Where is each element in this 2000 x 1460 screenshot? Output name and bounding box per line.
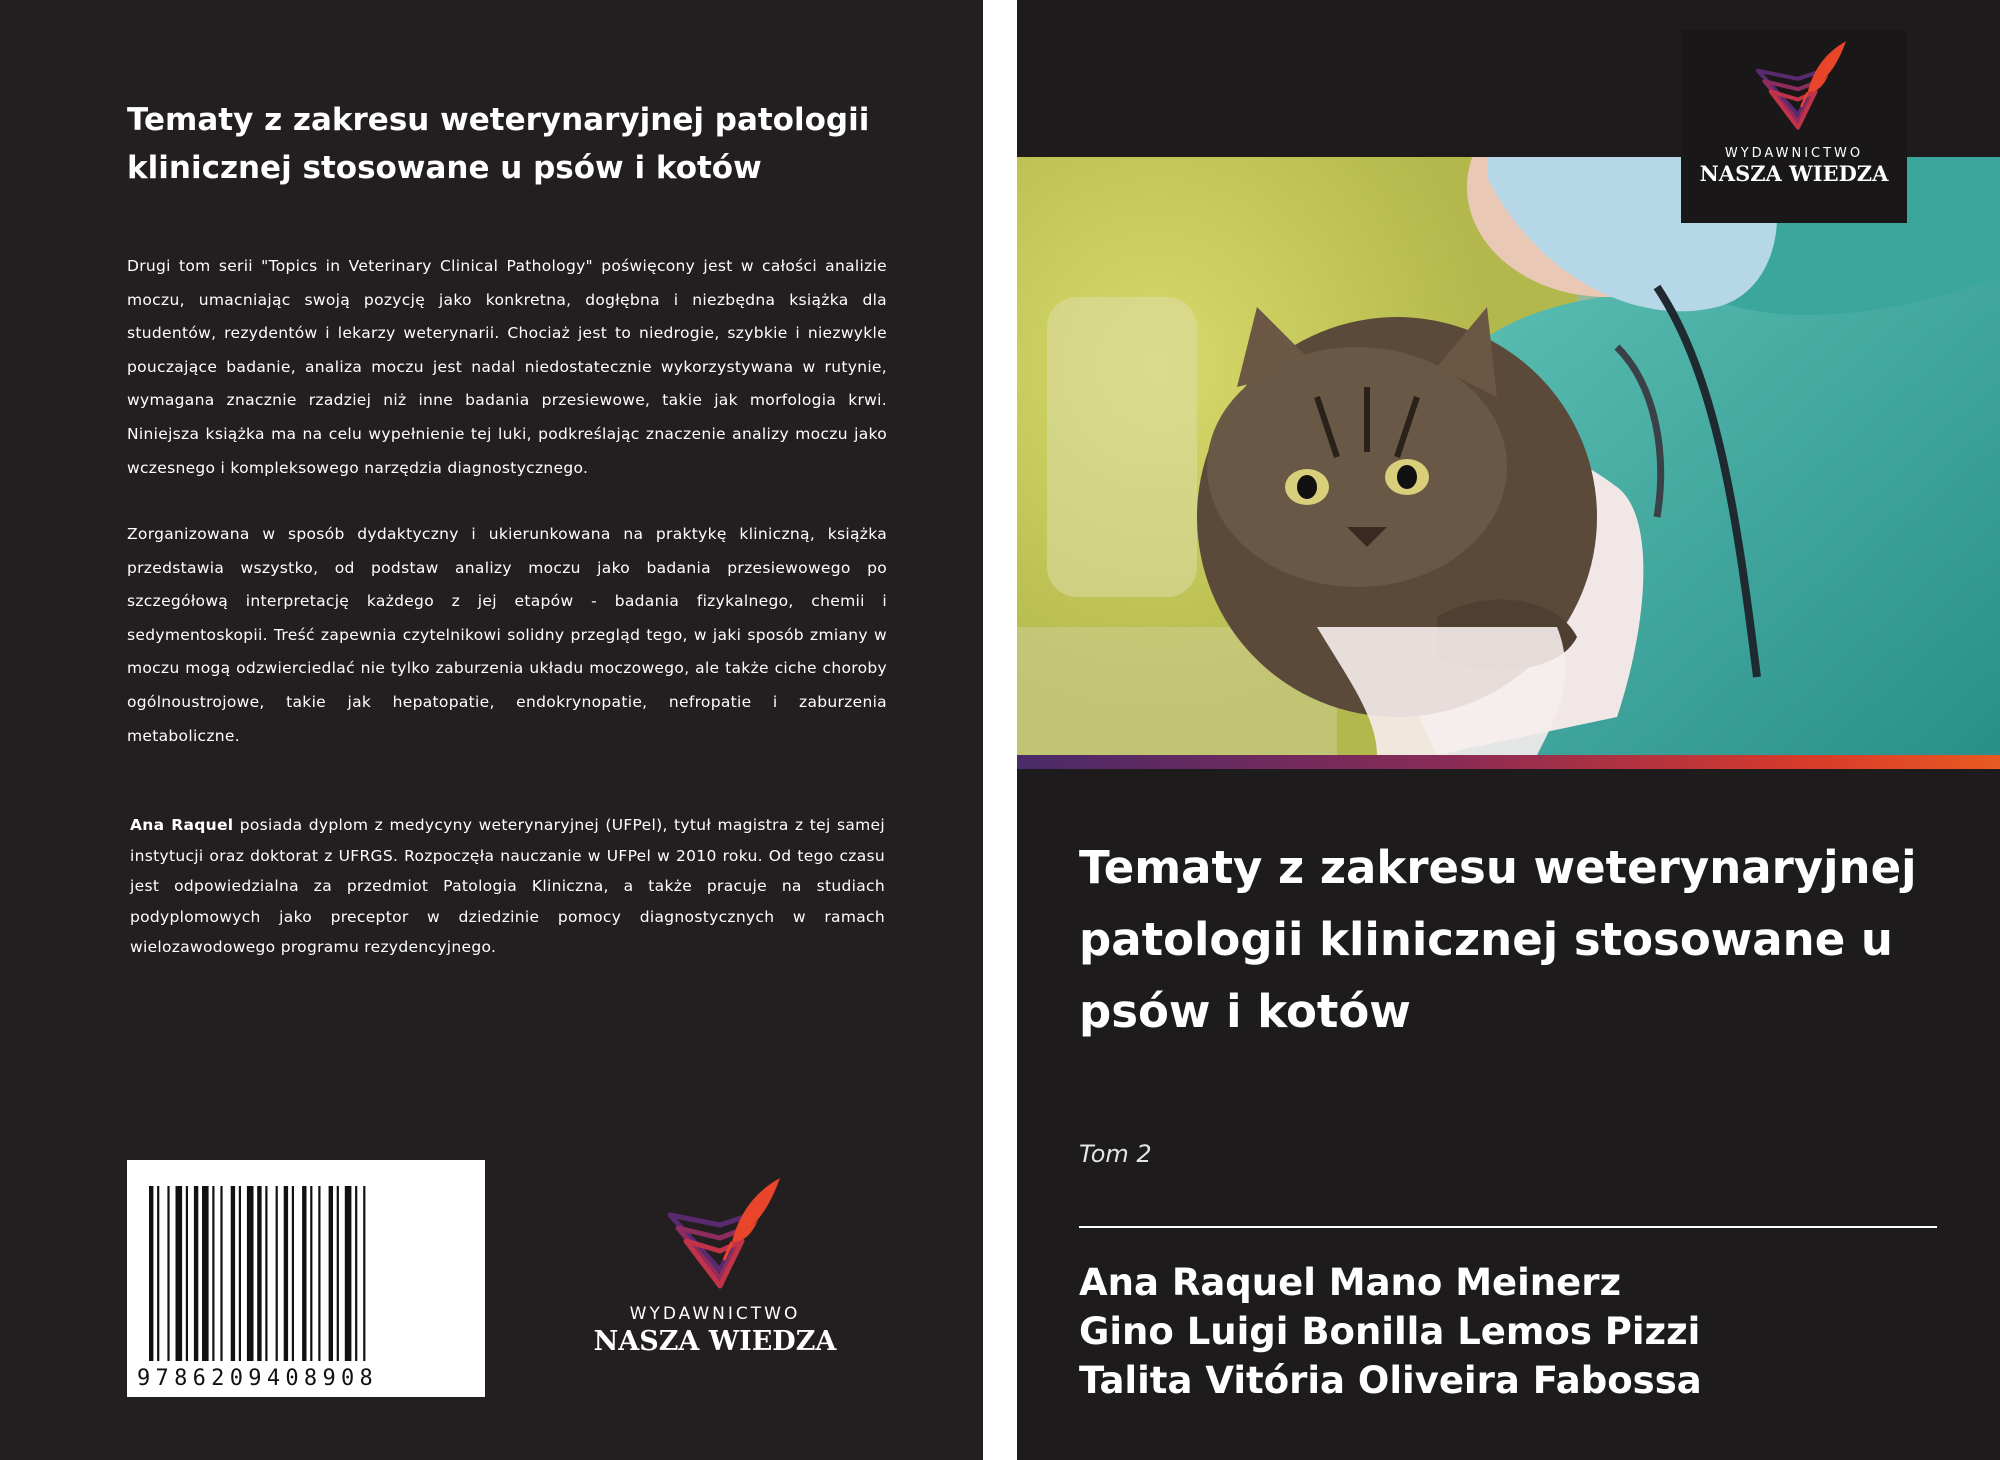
- barcode-bar: [345, 1186, 352, 1361]
- back-cover-title: Tematy z zakresu weterynaryjnej patologii klinicznej stosowane u psów i kotów: [127, 102, 870, 186]
- author-name: Ana Raquel Mano Meinerz: [1079, 1261, 1622, 1304]
- photo-illustration: [1017, 157, 2000, 755]
- publisher-name: NASZA WIEDZA: [593, 1326, 837, 1357]
- publisher-small-label: WYDAWNICTWO: [1724, 146, 1864, 161]
- isbn-barcode: [127, 1160, 485, 1397]
- barcode-bar: [355, 1186, 357, 1361]
- barcode-bars: [127, 1160, 485, 1397]
- author-bio: [130, 810, 885, 963]
- author-bio-name: Ana Raquel: [130, 816, 234, 834]
- barcode-bar: [310, 1186, 312, 1361]
- barcode-bar: [337, 1186, 339, 1361]
- barcode-bar: [265, 1186, 267, 1361]
- back-cover: [0, 0, 983, 1460]
- barcode-bar: [239, 1186, 241, 1361]
- barcode-bar: [276, 1186, 278, 1361]
- barcode-bar: [194, 1186, 198, 1361]
- front-cover-title: Tematy z zakresu weterynaryjnej patologii klinicznej stosowane u psów i kotów: [1079, 841, 1917, 1038]
- barcode-bar: [212, 1186, 214, 1361]
- publisher-small-label: WYDAWNICTWO: [629, 1304, 801, 1324]
- author-bio-text: posiada dyplom z medycyny weterynaryjnej (UFPel), tytuł magistra z tej samej instytucji oraz doktorat z UFRGS. Rozpoczęła nauczanie w UFPel w 2010 roku. Od tego czasu jest odpowiedzialna za przedmiot Patologia Kliniczna, a także pracuje na studiach podyplomowych jako preceptor w dziedzinie pomocy diagnostycznych w ramach wielozawodowego programu rezydencyjnego.: [130, 816, 885, 956]
- spine-gap: [983, 0, 1017, 1460]
- publisher-name: NASZA WIEDZA: [1699, 161, 1889, 186]
- barcode-bar: [284, 1186, 288, 1361]
- description-paragraph-2: Zorganizowana w sposób dydaktyczny i ukierunkowana na praktykę kliniczną, książka przedstawia wszystko, od podstaw analizy moczu jako badania przesiewowego po szczegółową interpretację każdego z jej etapów - badania fizykalnego, chemii i sedymentoskopii. Treść zapewnia czytelnikowi solidny przegląd tego, w jaki sposób zmiany w moczu mogą odzwierciedlać nie tylko zaburzenia układu moczowego, ale także ciche choroby ogólnoustrojowe, takie jak hepatopatie, endokrynopatie, nefropatie i zaburzenia metaboliczne.: [127, 525, 887, 745]
- barcode-bar: [292, 1186, 294, 1361]
- barcode-bar: [157, 1186, 159, 1361]
- isbn-digits: 9786209408908: [137, 1366, 379, 1391]
- author-name: Gino Luigi Bonilla Lemos Pizzi: [1079, 1310, 1701, 1353]
- barcode-bar: [247, 1186, 254, 1361]
- volume-label: Tom 2: [1079, 1140, 1152, 1168]
- barcode-bar: [231, 1186, 235, 1361]
- barcode-bar: [176, 1186, 183, 1361]
- barcode-bar: [167, 1186, 169, 1361]
- barcode-bar: [186, 1186, 188, 1361]
- barcode-bar: [302, 1186, 306, 1361]
- publisher-logo-back: [585, 1170, 845, 1357]
- barcode-bar: [318, 1186, 320, 1361]
- barcode-bar: [257, 1186, 261, 1361]
- barcode-bar: [202, 1186, 209, 1361]
- book-quill-icon: [1734, 30, 1854, 142]
- publisher-logo-front: [1681, 30, 1907, 223]
- barcode-bar: [149, 1186, 153, 1361]
- title-divider: [1079, 1226, 1937, 1228]
- description-paragraph-1: Drugi tom serii "Topics in Veterinary Clinical Pathology" poświęcony jest w całości analizie moczu, umacniając swoją pozycję jako konkretna, dogłębna i niezbędna książka dla studentów, rezydentów i lekarzy weterynarii. Chociaż jest to niedrogie, szybkie i niezwykle pouczające badanie, analiza moczu jest nadal niedostatecznie wykorzystywana w rutynie, wymagana znacznie rzadziej niż inne badania przesiewowe, takie jak morfologia krwi. Niniejsza książka ma na celu wypełnienie tej luki, podkreślając znaczenie analizy moczu jako wczesnego i kompleksowego narzędzia diagnostycznego.: [127, 257, 887, 477]
- accent-gradient-strip: [1017, 755, 2000, 769]
- book-quill-icon: [640, 1170, 790, 1298]
- front-cover: [1017, 0, 2000, 1460]
- cover-photo-vet-with-cat: [1017, 157, 2000, 755]
- barcode-bar: [220, 1186, 222, 1361]
- barcode-bar: [363, 1186, 365, 1361]
- author-list: [1079, 1258, 1702, 1405]
- barcode-bar: [329, 1186, 333, 1361]
- author-name: Talita Vitória Oliveira Fabossa: [1079, 1359, 1702, 1402]
